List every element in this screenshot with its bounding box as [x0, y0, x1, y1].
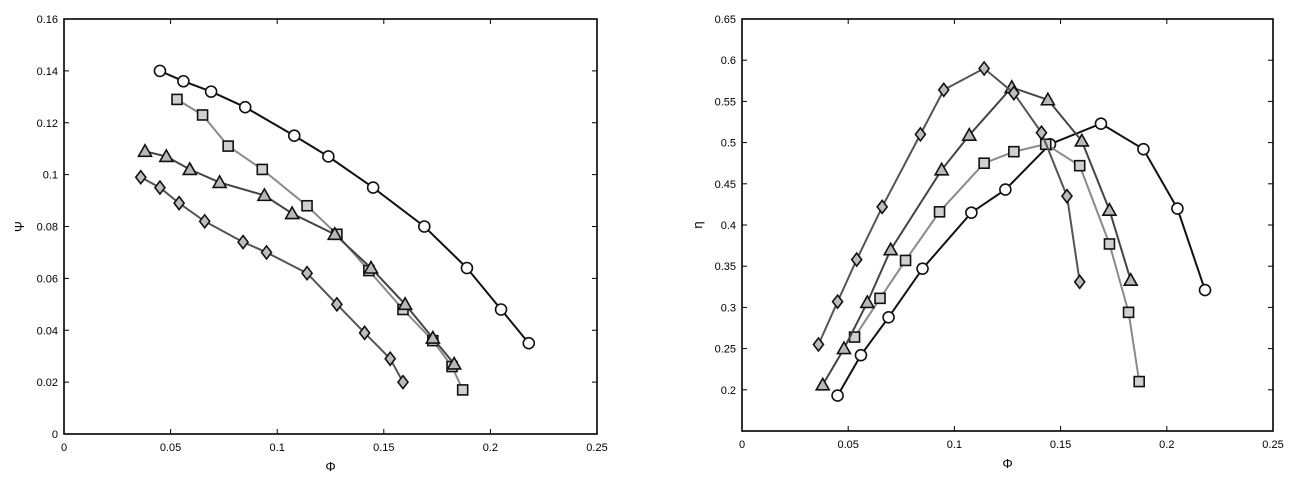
y-tick-label: 0.5: [720, 137, 736, 150]
data-point-circle: [368, 182, 379, 193]
data-point-triangle: [861, 296, 874, 308]
y-tick-label: 0.65: [714, 14, 736, 26]
data-point-circle: [917, 263, 928, 274]
y-tick-label: 0.08: [36, 221, 58, 234]
data-point-diamond: [238, 236, 248, 249]
data-point-triangle: [183, 163, 196, 175]
y-tick-label: 0.6: [720, 55, 736, 68]
y-tick-label: 0.2: [720, 384, 736, 397]
data-point-triangle: [837, 342, 850, 354]
data-point-circle: [1138, 144, 1149, 155]
series-diamond: [136, 171, 408, 389]
y-tick-label: 0.12: [36, 117, 58, 130]
y-tick-label: 0.55: [714, 96, 736, 109]
x-tick-label: 0.1: [946, 439, 963, 451]
data-point-square: [1104, 239, 1114, 249]
left-panel-psi-vs-phi: [12, 14, 608, 474]
x-tick-label: 0.1: [269, 442, 285, 454]
series-line-circle: [160, 71, 529, 343]
data-point-diamond: [979, 62, 989, 75]
data-point-circle: [496, 304, 507, 315]
data-point-triangle: [139, 145, 152, 157]
data-point-square: [172, 94, 182, 104]
x-tick-label: 0.05: [159, 442, 182, 454]
data-point-square: [302, 201, 312, 211]
series-triangle: [816, 81, 1137, 390]
plot-frame: [64, 19, 597, 434]
series-square: [850, 139, 1145, 386]
data-point-square: [1075, 161, 1085, 171]
data-point-circle: [323, 151, 334, 162]
data-point-square: [223, 141, 233, 151]
x-axis-label: Φ: [1002, 456, 1013, 471]
data-point-square: [875, 293, 885, 303]
series-line-square: [177, 99, 463, 390]
data-point-circle: [1200, 285, 1211, 296]
data-point-circle: [1000, 184, 1011, 195]
y-tick-label: 0.25: [714, 343, 736, 356]
data-point-circle: [832, 390, 843, 401]
data-point-circle: [206, 86, 217, 97]
data-point-diamond: [852, 253, 862, 266]
x-axis-label: Φ: [325, 459, 336, 474]
data-point-circle: [523, 338, 534, 349]
data-point-circle: [1095, 118, 1106, 129]
data-point-diamond: [262, 246, 272, 259]
data-point-square: [1124, 307, 1134, 317]
data-point-diamond: [174, 197, 184, 210]
data-point-circle: [1172, 203, 1183, 214]
x-tick-label: 0.25: [586, 442, 608, 454]
y-tick-label: 0.3: [720, 302, 736, 315]
data-point-circle: [154, 65, 165, 76]
data-point-square: [901, 255, 911, 265]
y-tick-label: 0.02: [36, 377, 58, 390]
x-tick-label: 0.2: [1159, 439, 1175, 451]
y-tick-label: 0.14: [36, 65, 58, 78]
series-line-triangle: [145, 151, 454, 364]
x-tick-label: 0.25: [1262, 439, 1284, 451]
data-point-square: [257, 164, 267, 174]
y-tick-label: 0.45: [714, 178, 736, 191]
data-point-circle: [883, 312, 894, 323]
y-axis-label: Ψ: [12, 221, 27, 232]
x-tick-label: 0.15: [1049, 439, 1072, 451]
series-triangle: [139, 145, 461, 369]
y-tick-label: 0.16: [36, 14, 58, 26]
series-line-diamond: [819, 68, 1080, 344]
data-point-square: [198, 110, 208, 120]
data-point-square: [935, 207, 945, 217]
data-point-diamond: [813, 338, 823, 351]
data-point-diamond: [833, 295, 843, 308]
y-tick-label: 0.4: [720, 220, 736, 232]
series-circle: [154, 65, 534, 348]
y-axis-label: η: [690, 221, 705, 229]
data-point-diamond: [939, 83, 949, 96]
y-tick-label: 0.04: [36, 325, 58, 338]
data-point-square: [458, 385, 468, 395]
y-tick-label: 0.06: [36, 273, 58, 286]
plot-frame: [742, 19, 1273, 431]
data-point-circle: [461, 263, 472, 274]
x-tick-label: 0: [60, 442, 68, 454]
data-point-diamond: [136, 171, 146, 184]
data-point-circle: [289, 130, 300, 141]
data-point-triangle: [884, 243, 897, 255]
data-point-square: [1009, 147, 1019, 157]
series-line-circle: [838, 124, 1205, 396]
data-point-circle: [966, 207, 977, 218]
data-point-square: [979, 158, 989, 168]
data-point-circle: [419, 221, 430, 232]
y-tick-label: 0.1: [42, 169, 58, 182]
x-tick-label: 0: [738, 439, 746, 451]
data-point-triangle: [1103, 204, 1116, 216]
data-point-diamond: [1062, 190, 1072, 203]
y-tick-label: 0.35: [714, 261, 736, 274]
x-tick-label: 0.2: [482, 442, 499, 454]
data-point-diamond: [200, 215, 210, 228]
data-point-diamond: [1075, 275, 1085, 288]
series-circle: [832, 118, 1210, 401]
x-tick-label: 0.05: [837, 439, 859, 451]
x-tick-label: 0.15: [373, 442, 395, 454]
right-panel-eta-vs-phi: [690, 14, 1284, 471]
data-point-triangle: [286, 207, 299, 219]
data-point-diamond: [155, 181, 165, 194]
series-square: [172, 94, 468, 395]
y-tick-label: 0: [51, 429, 58, 441]
data-point-triangle: [213, 176, 226, 188]
data-point-square: [1134, 377, 1144, 387]
data-point-circle: [178, 76, 189, 87]
data-point-circle: [240, 102, 251, 113]
data-point-triangle: [1124, 274, 1137, 286]
data-point-circle: [855, 350, 866, 361]
data-point-triangle: [816, 378, 829, 390]
